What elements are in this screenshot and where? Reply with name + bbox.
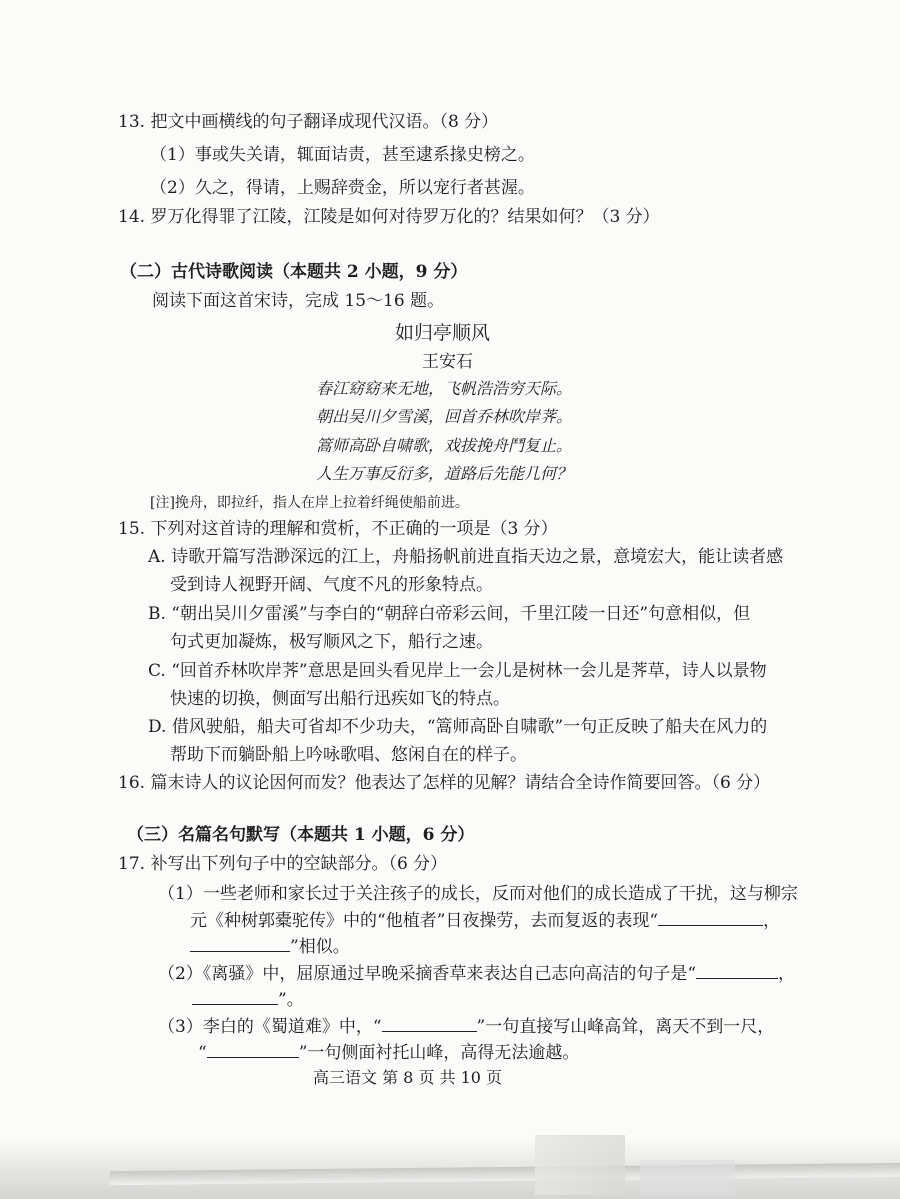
q15-option-a-line2: 受到诗人视野开阔、气度不凡的形象特点。 [170,575,493,595]
q13-title: 13. 把文中画横线的句子翻译成现代汉语。（8 分） [118,112,499,132]
poem-title: 如归亭顺风 [395,322,491,344]
q17-blank-4[interactable] [192,986,278,1005]
poem-author: 王安石 [422,352,473,372]
scan-artifact [640,1160,735,1195]
q13-sentence-2: （2）久之，得请，上赐辞赍金，所以宠行者甚渥。 [150,178,535,198]
q17-item-1-line3 [190,933,350,959]
poem-line-1: 春江窈窈来无地，飞帆浩浩穷天际。 [316,379,573,398]
page-footer: 高三语文 第 8 页 共 10 页 [313,1068,503,1087]
q17-item-2-line2 [192,986,304,1012]
section-2-heading: （二）古代诗歌阅读（本题共 2 小题，9 分） [120,262,468,282]
q17-item-2-prefix: （2）《离骚》中，屈原通过早晚采摘香草来表达自己志向高洁的句子是“ [158,964,697,984]
q17-blank-5[interactable] [382,1013,477,1032]
q17-item-2-line1 [158,960,795,986]
q17-item-3-tail: ”一句侧面衬托山峰，高得无法逾越。 [298,1043,580,1063]
q15-option-c-line1: C. “回首乔林吹岸荠”意思是回头看见岸上一会儿是树林一会儿是荠草，诗人以景物 [148,661,767,681]
q17-blank-3[interactable] [696,960,778,979]
q17-blank-1[interactable] [658,907,763,926]
q15-option-b-line2: 句式更加凝炼，极写顺风之下，船行之速。 [170,632,493,652]
q17-item-3-open-quote: “ [198,1043,207,1063]
q17-item-2-suffix: ”。 [278,990,304,1010]
q17-item-3-line1 [158,1013,774,1039]
section-2-intro: 阅读下面这首宋诗，完成 15～16 题。 [152,291,445,311]
q17-item-2-separator: ， [778,964,796,984]
q17-blank-6[interactable] [207,1039,299,1058]
q15-option-d-line2: 帮助下而躺卧船上吟咏歌唱、悠闲自在的样子。 [170,745,527,765]
q17-item-1-prefix: 元《种树郭橐驼传》中的“他植者”日夜操劳，去而复返的表现“ [190,911,659,931]
q17-item-3-line2 [198,1039,579,1065]
section-3-heading: （三）名篇名句默写（本题共 1 小题，6 分） [127,825,475,845]
q15-option-c-line2: 快速的切换，侧面写出船行迅疾如飞的特点。 [170,689,510,709]
q15-option-a-line1: A. 诗歌开篇写浩渺深远的江上，舟船扬帆前进直指天边之景，意境宏大，能让读者感 [148,547,784,567]
q15-option-b-line1: B. “朝出吴川夕雷溪”与李白的“朝辞白帝彩云间，千里江陵一日还”句意相似，但 [148,604,751,624]
q15-option-d-line1: D. 借风驶船，船夫可省却不少功夫，“篙师高卧自啸歌”一句正反映了船夫在风力的 [148,717,768,737]
q13-sentence-1: （1）事或失关请，辄面诘责，甚至逮系掾史榜之。 [150,145,535,165]
q17-blank-2[interactable] [190,933,290,952]
poem-line-4: 人生万事反衍多，道路后先能几何？ [316,464,573,483]
q14-title: 14. 罗万化得罪了江陵，江陵是如何对待罗万化的？结果如何？（3 分） [118,207,660,227]
q17-item-1-line1: （1）一些老师和家长过于关注孩子的成长，反而对他们的成长造成了干扰，这与柳宗 [158,884,798,904]
q17-item-1-line2 [190,907,780,933]
poem-note: [注]挽舟，即拉纤，指人在岸上拉着纤绳使船前进。 [150,495,469,511]
q15-title: 15. 下列对这首诗的理解和赏析，不正确的一项是（3 分） [118,519,558,539]
scan-artifact [535,1135,625,1195]
q17-item-3-prefix: （3）李白的《蜀道难》中，“ [158,1017,382,1037]
poem-line-3: 篙师高卧自啸歌，戏拔挽舟鬥复止。 [316,436,573,455]
poem-line-2: 朝出吴川夕雪溪，回首乔林吹岸荠。 [316,407,573,426]
q16-title: 16. 篇末诗人的议论因何而发？他表达了怎样的见解？请结合全诗作简要回答。（6 分） [118,773,771,793]
q17-item-3-suffix: ”一句直接写山峰高耸，离天不到一尺， [476,1017,775,1037]
q17-item-1-separator: ， [763,911,781,931]
q17-item-1-suffix: ”相似。 [290,937,350,957]
q17-title: 17. 补写出下列句子中的空缺部分。（6 分） [118,854,448,874]
